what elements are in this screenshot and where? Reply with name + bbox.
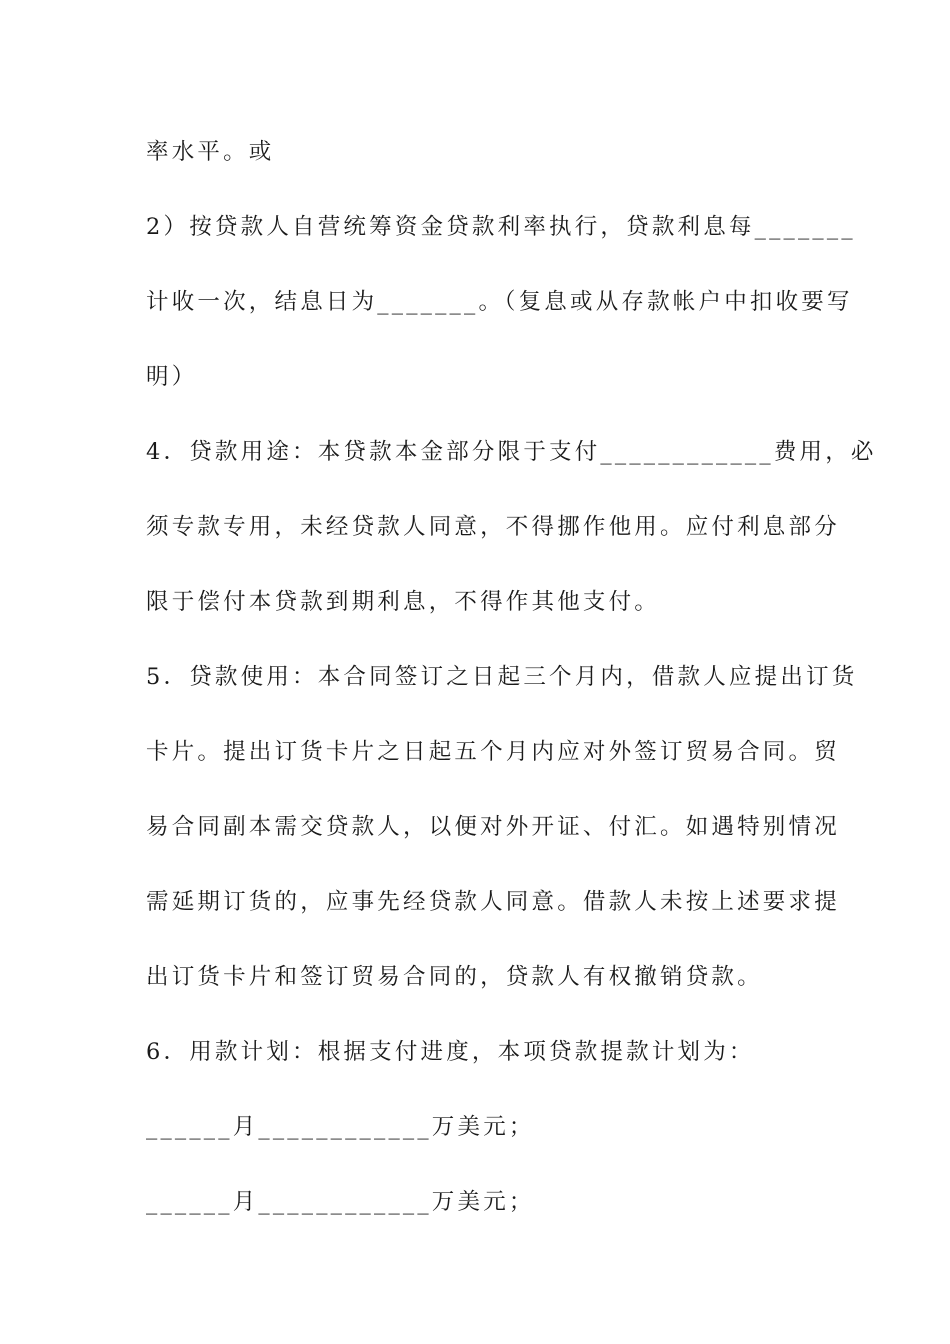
text-line: 明） [146,364,198,390]
text-line: 4．贷款用途：本贷款本金部分限于支付____________费用，必 [146,439,877,465]
text-line: 出订货卡片和签订贸易合同的，贷款人有权撤销贷款。 [146,964,763,990]
text-line: 易合同副本需交贷款人，以便对外开证、付汇。如遇特别情况 [146,814,840,840]
text-line: 卡片。提出订货卡片之日起五个月内应对外签订贸易合同。贸 [146,739,840,765]
text-line: 计收一次，结息日为_______。（复息或从存款帐户中扣收要写 [146,289,853,315]
text-line: 5．贷款使用：本合同签订之日起三个月内，借款人应提出订货 [146,664,858,690]
text-line: 6．用款计划：根据支付进度，本项贷款提款计划为： [146,1039,755,1065]
text-line: 2）按贷款人自营统筹资金贷款利率执行，贷款利息每_______ [146,214,856,240]
text-line: 须专款专用，未经贷款人同意，不得挪作他用。应付利息部分 [146,514,840,540]
text-line: 需延期订货的，应事先经贷款人同意。借款人未按上述要求提 [146,889,840,915]
text-line: 率水平。或 [146,139,275,165]
text-line: ______月____________万美元； [146,1114,535,1140]
text-line: 限于偿付本贷款到期利息，不得作其他支付。 [146,589,661,615]
text-line: ______月____________万美元； [146,1189,535,1215]
